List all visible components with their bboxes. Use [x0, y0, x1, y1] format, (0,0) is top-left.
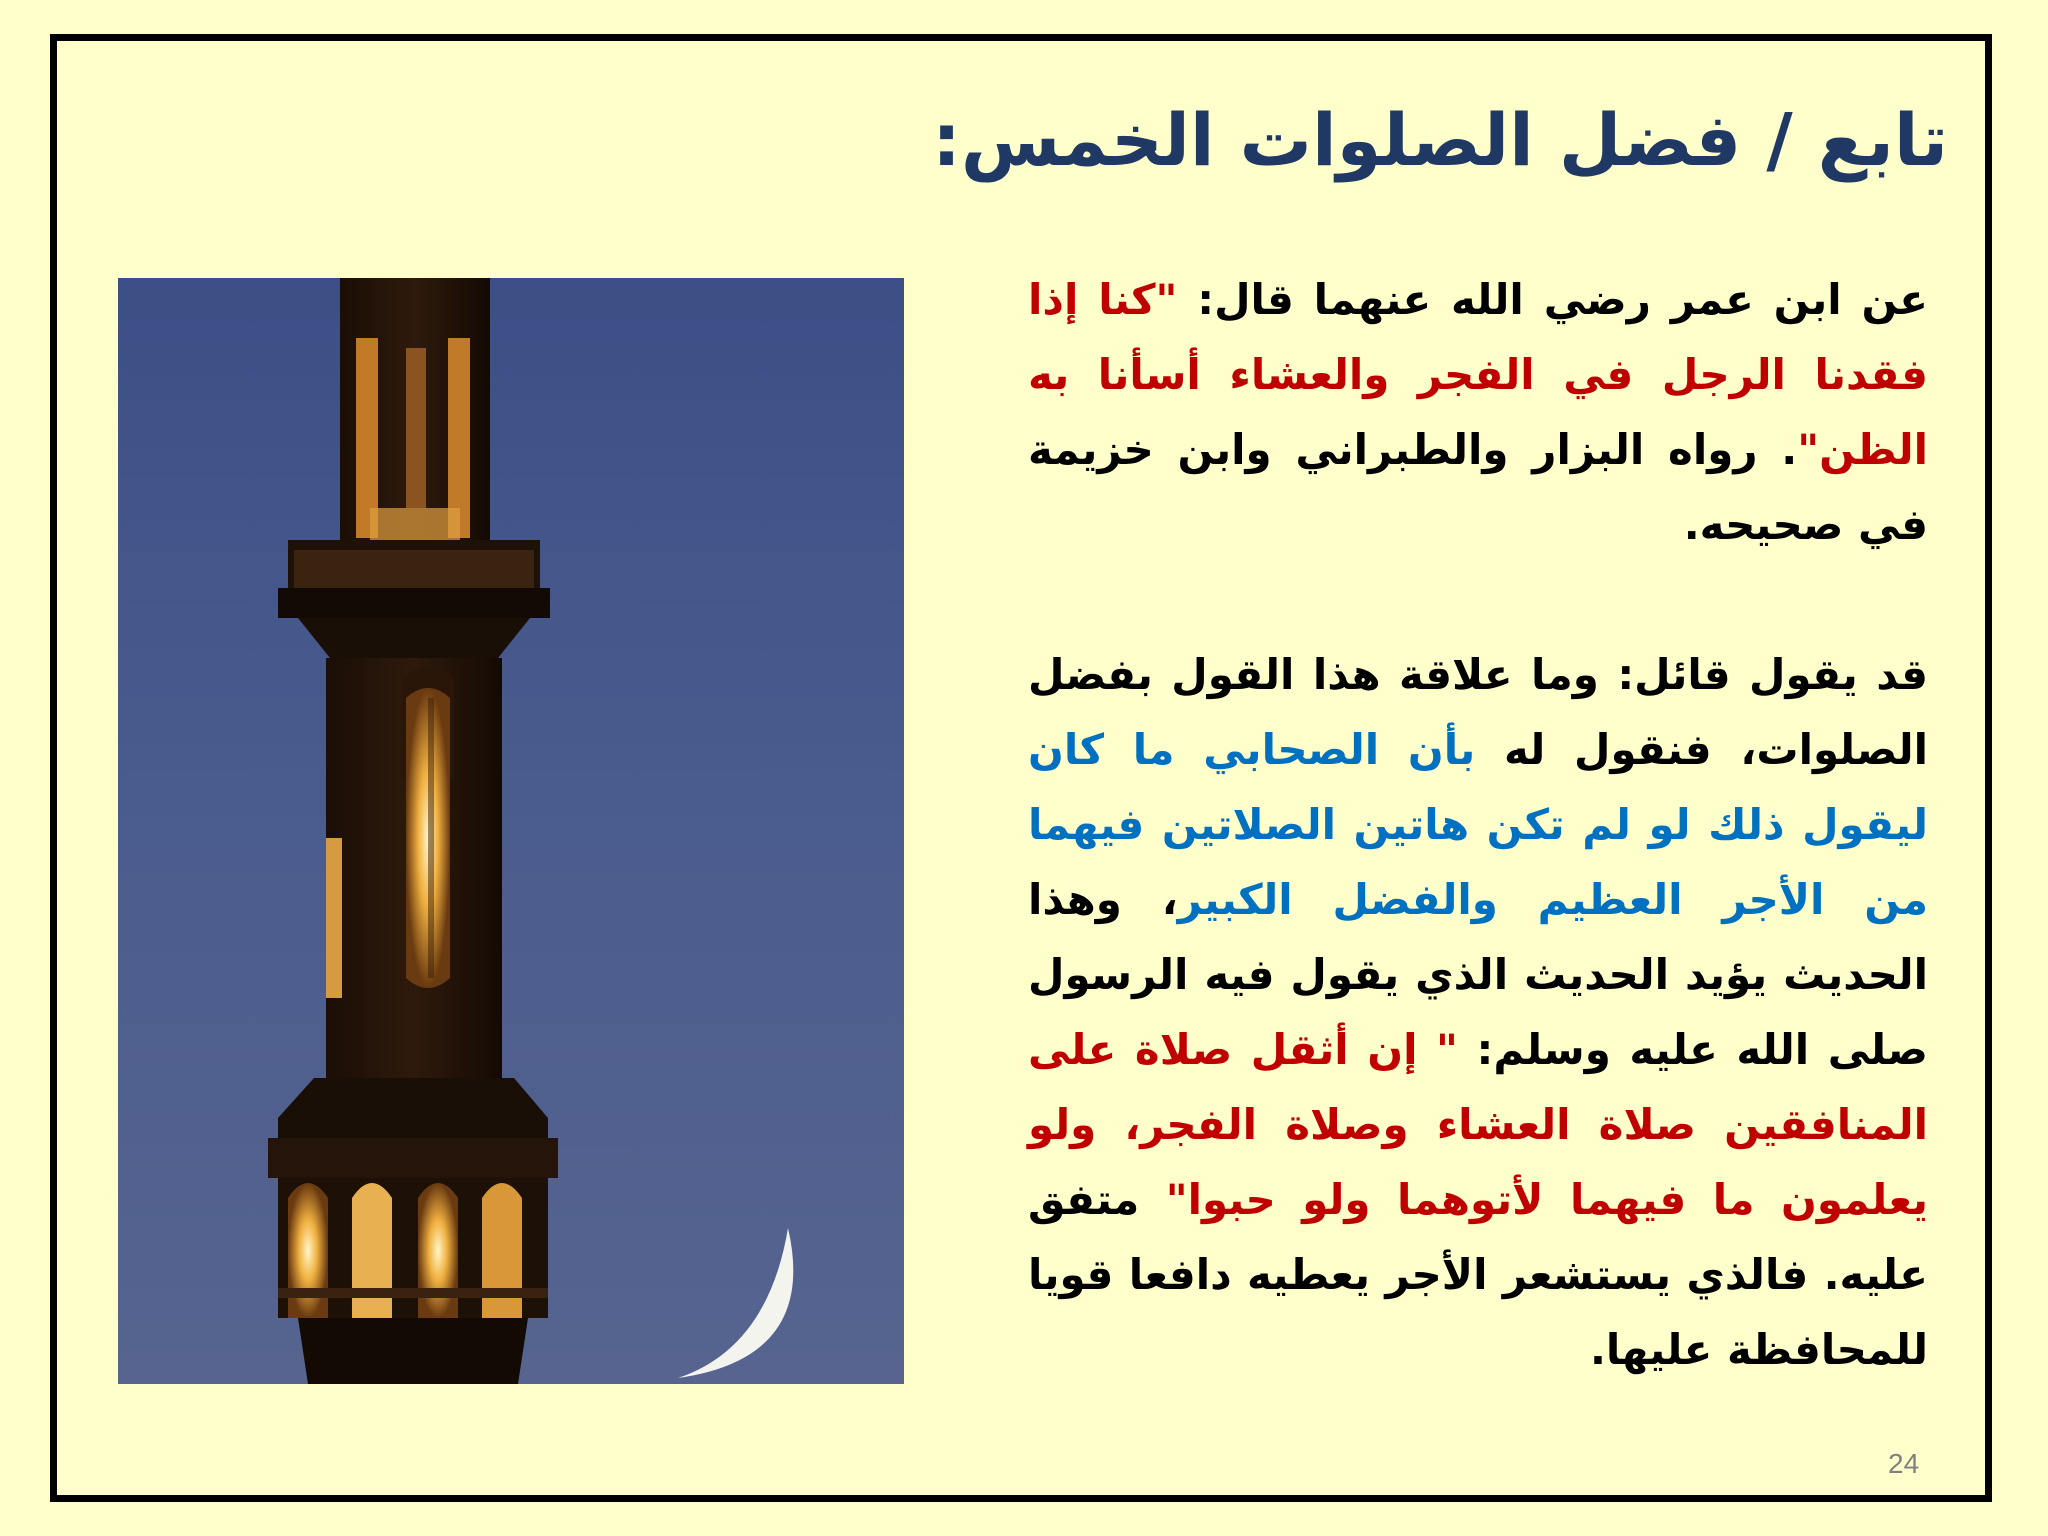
body-text	[1028, 262, 1928, 1387]
page-number: 24	[1888, 1448, 1920, 1479]
paragraph-2	[1028, 637, 1928, 1387]
hadith-quote: "كنا إذا فقدنا الرجل في الفجر والعشاء أسأنا به الظن"	[1028, 275, 1928, 474]
minaret-photo	[118, 278, 904, 1384]
explanation-part-3: متفق عليه. فالذي يستشعر الأجر يعطيه دافعا قويا للمحافظة عليها.	[1028, 1175, 1928, 1374]
explanation-highlight: بأن الصحابي ما كان ليقول ذلك لو لم تكن هاتين الصلاتين فيهما من الأجر العظيم والفضل الكبير	[1028, 725, 1928, 924]
explanation-part-1: قد يقول قائل: وما علاقة هذا القول بفضل الصلوات، فنقول له	[1028, 650, 1928, 774]
hadith-source: . رواه البزار والطبراني وابن خزيمة في صحيحه.	[1028, 425, 1928, 549]
paragraph-1	[1028, 262, 1928, 562]
hadith-intro: عن ابن عمر رضي الله عنهما قال:	[1177, 275, 1928, 324]
prophet-hadith: " إن أثقل صلاة على المنافقين صلاة العشاء وصلاة الفجر، ولو يعلمون ما فيهما لأتوهما ولو حبوا"	[1028, 1025, 1928, 1224]
slide-title: تابع / فضل الصلوات الخمس:	[932, 98, 1948, 182]
explanation-part-2: ، وهذا الحديث يؤيد الحديث الذي يقول فيه الرسول صلى الله عليه وسلم:	[1028, 875, 1929, 1074]
